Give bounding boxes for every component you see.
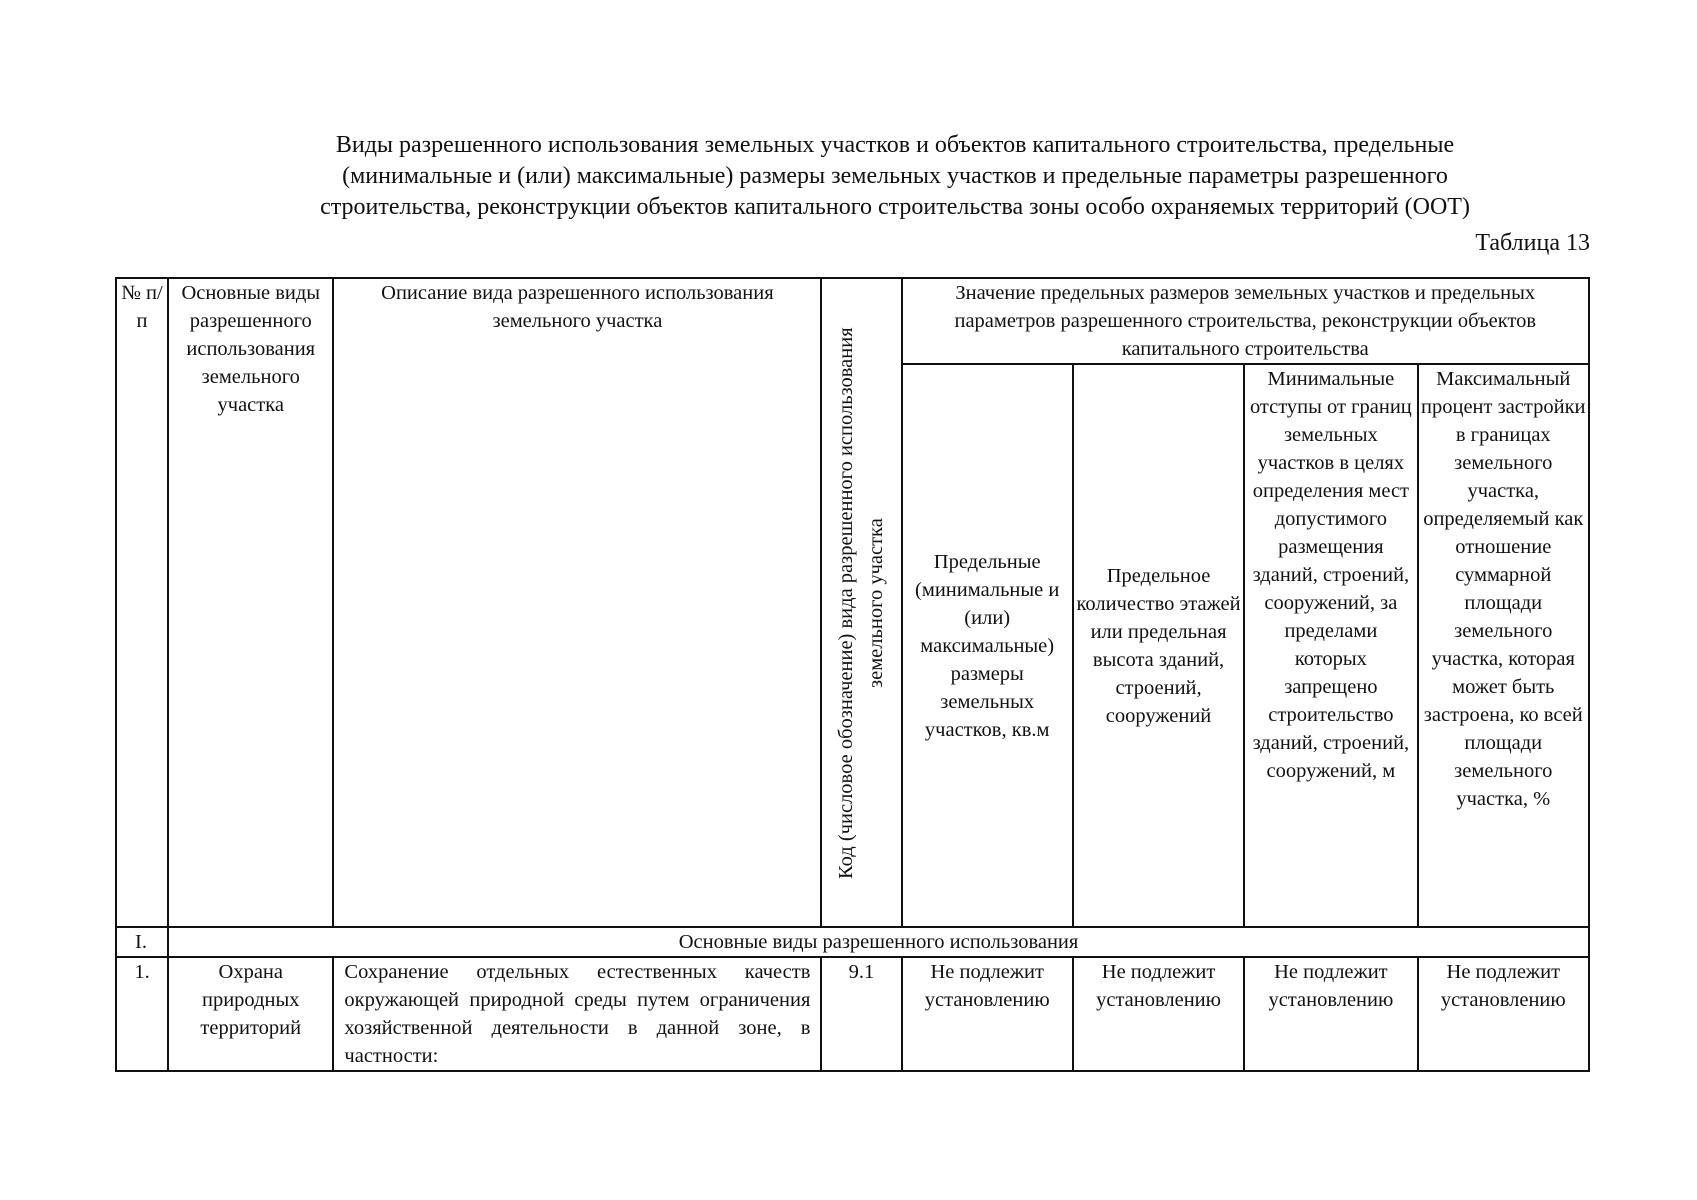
header-col-code: [821, 278, 901, 927]
header-group-title: Значение предельных размеров земельных участков и предельных параметров разрешенного строительства, реконструкции объектов капитального строительства: [902, 278, 1589, 364]
table-number-label: Таблица 13: [1475, 230, 1590, 256]
row-setbacks: Не подлежит установлению: [1244, 957, 1417, 1071]
section-title: Основные виды разрешенного использования: [168, 927, 1589, 957]
table-row: [116, 957, 1589, 1071]
title-line-2: (минимальные и (или) максимальные) размеры земельных участков и предельные параметры разрешенного: [342, 163, 1448, 189]
header-col-code-text: Код (числовое обозначение) вида разрешенного использования земельного участка: [835, 326, 888, 879]
header-sub-setbacks: Минимальные отступы от границ земельных участков в целях определения мест допустимого размещения зданий, строений, сооружений, за пределами которых запрещено строительство зданий, строений, сооружений, м: [1244, 364, 1417, 927]
header-col-main-kinds: Основные виды разрешенного использования земельного участка: [168, 278, 333, 927]
row-description-text: Сохранение отдельных естественных качеств окружающей природной среды путем ограничения хозяйственной деятельности в данной зоне, в частности:: [344, 961, 811, 1067]
row-floors: Не подлежит установлению: [1073, 957, 1244, 1071]
row-code: 9.1: [821, 957, 901, 1071]
header-col-description: Описание вида разрешенного использования земельного участка: [333, 278, 821, 927]
row-percent: Не подлежит установлению: [1418, 957, 1589, 1071]
header-sub-percent: Максимальный процент застройки в границах земельного участка, определяемый как отношение суммарной площади земельного участка, которая может быть застроена, ко всей площади земельного участка, %: [1418, 364, 1589, 927]
row-name: Охрана природных территорий: [168, 957, 333, 1071]
row-num: 1.: [116, 957, 168, 1071]
header-sub-sizes: Предельные (минимальные и (или) максимальные) размеры земельных участков, кв.м: [902, 364, 1073, 927]
title-line-1: Виды разрешенного использования земельных участков и объектов капитального строительства, предельные: [335, 132, 1455, 158]
header-col-num: № п/п: [116, 278, 168, 927]
document-title: [200, 130, 1590, 223]
row-sizes: Не подлежит установлению: [902, 957, 1073, 1071]
zoning-table: [115, 277, 1590, 1072]
header-sub-floors: Предельное количество этажей или предельная высота зданий, строений, сооружений: [1073, 364, 1244, 927]
title-line-3: строительства, реконструкции объектов капитального строительства зоны особо охраняемых территорий (ООТ): [320, 194, 1470, 220]
section-num: I.: [116, 927, 168, 957]
row-description: [333, 957, 821, 1071]
